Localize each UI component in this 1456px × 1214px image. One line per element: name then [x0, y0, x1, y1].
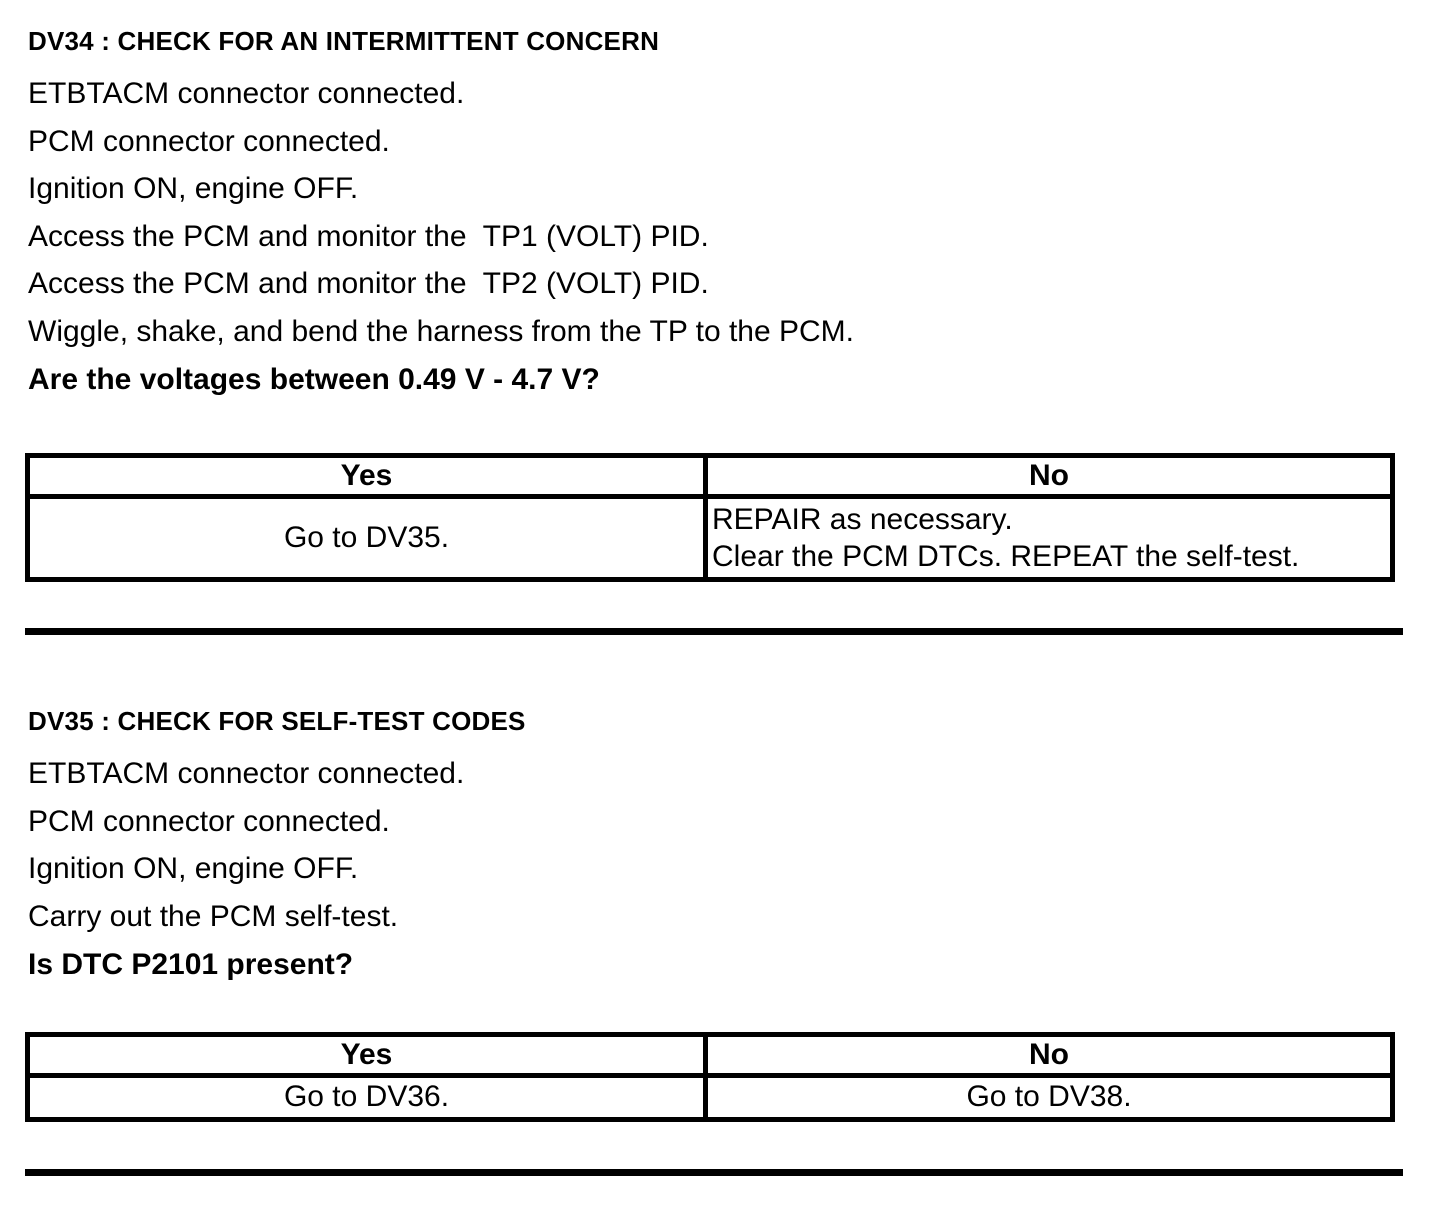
no-column-header: No	[706, 456, 1393, 497]
section-title-dv35: DV35 : CHECK FOR SELF-TEST CODES	[28, 706, 526, 737]
yes-result-cell	[28, 497, 706, 580]
section-title-dv34: DV34 : CHECK FOR AN INTERMITTENT CONCERN	[28, 26, 660, 56]
step-line: Wiggle, shake, and bend the harness from the TP to the PCM.	[28, 314, 855, 348]
step-line: Ignition ON, engine OFF.	[28, 852, 359, 886]
step-line: Carry out the PCM self-test.	[28, 899, 399, 933]
procedure-steps-dv34	[28, 70, 1456, 403]
decision-table-dv34	[25, 453, 1395, 582]
section-dv34	[0, 28, 1456, 582]
decision-table-dv35	[25, 1032, 1395, 1122]
no-result-cell	[706, 497, 1393, 580]
section-divider	[25, 1169, 1403, 1176]
no-result-cell	[706, 1076, 1393, 1120]
step-line: PCM connector connected.	[28, 804, 390, 838]
no-result-text: Go to DV38.	[966, 1080, 1132, 1114]
yes-result-text: Go to DV35.	[283, 521, 450, 555]
decision-question-dv34: Are the voltages between 0.49 V - 4.7 V?	[28, 362, 600, 396]
section-dv35	[0, 708, 1456, 1122]
step-line: Access the PCM and monitor the TP2 (VOLT) PID.	[28, 267, 709, 301]
no-result-text: Clear the PCM DTCs. REPEAT the self-test.	[712, 540, 1300, 574]
decision-question-dv35: Is DTC P2101 present?	[28, 947, 354, 981]
no-column-header: No	[706, 1035, 1393, 1076]
step-line: Ignition ON, engine OFF.	[28, 172, 359, 206]
yes-result-text: Go to DV36.	[283, 1080, 450, 1114]
table-header-row	[28, 1035, 1393, 1076]
yes-result-cell	[28, 1076, 706, 1120]
step-line: ETBTACM connector connected.	[28, 757, 465, 791]
table-result-row	[28, 497, 1393, 580]
step-line: PCM connector connected.	[28, 124, 390, 158]
yes-column-header: Yes	[28, 456, 706, 497]
step-line: ETBTACM connector connected.	[28, 77, 465, 110]
table-header-row	[28, 456, 1393, 497]
procedure-steps-dv35	[28, 750, 1456, 988]
table-result-row	[28, 1076, 1393, 1120]
section-divider	[25, 628, 1403, 635]
step-line: Access the PCM and monitor the TP1 (VOLT) PID.	[28, 219, 709, 253]
yes-column-header: Yes	[28, 1035, 706, 1076]
no-result-text: REPAIR as necessary.	[712, 503, 1013, 537]
